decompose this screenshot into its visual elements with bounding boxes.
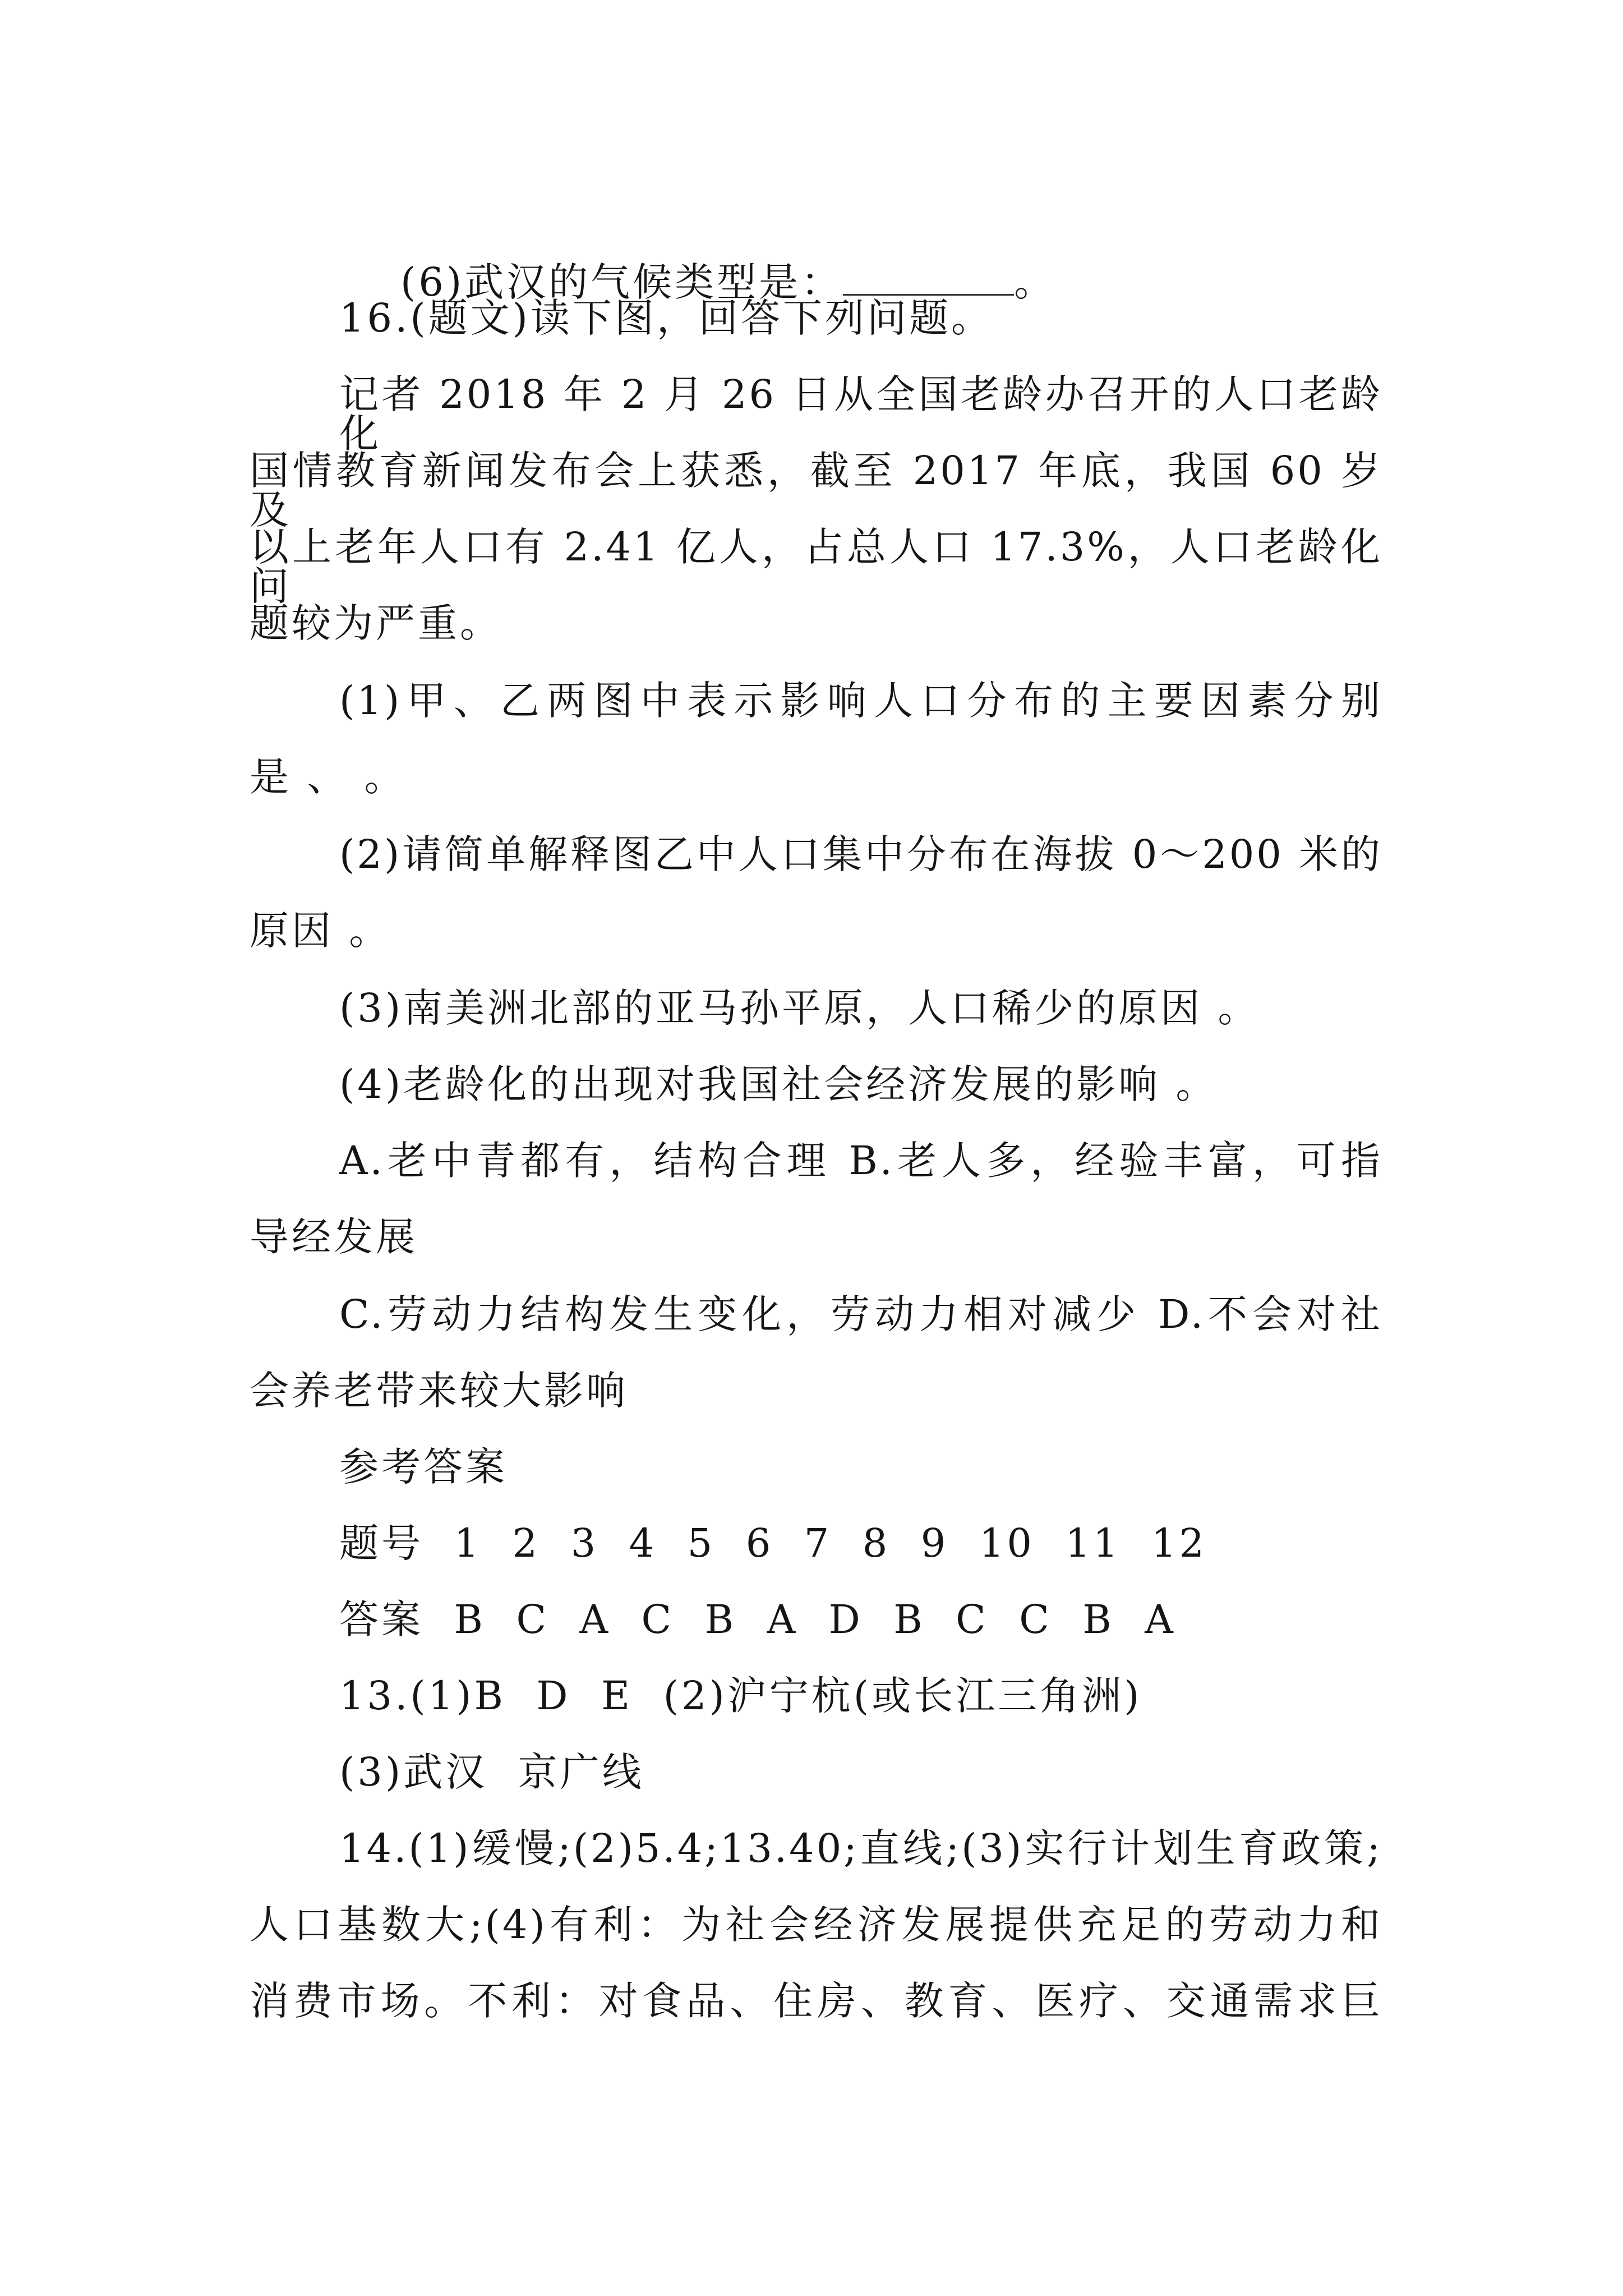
- question-16-1-line-2: 是 、 。: [250, 754, 407, 800]
- question-16-2-line-1: (2)请简单解释图乙中人口集中分布在海拔 0～200 米的: [339, 831, 1382, 877]
- answer-table-numbers: 题号 1 2 3 4 5 6 7 8 9 10 11 12: [339, 1520, 1207, 1566]
- question-15-6-end: 。: [1014, 259, 1057, 305]
- answer-heading: 参考答案: [339, 1444, 508, 1490]
- question-15-6-text: (6)武汉的气候类型是：: [400, 259, 843, 305]
- question-16-3: (3)南美洲北部的亚马孙平原，人口稀少的原因 。: [339, 985, 1260, 1031]
- question-16-intro-line-2: 国情教育新闻发布会上获悉，截至 2017 年底，我国 60 岁及: [250, 448, 1382, 533]
- question-16-title: 16.(题文)读下图，回答下列问题。: [339, 295, 993, 341]
- question-16-intro-line-3: 以上老年人口有 2.41 亿人，占总人口 17.3%，人口老龄化问: [250, 524, 1382, 609]
- answer-13-line-2: (3)武汉 京广线: [339, 1749, 644, 1795]
- option-a-b-line-2: 导经发展: [250, 1214, 418, 1260]
- answer-table-letters: 答案 B C A C B A D B C C B A: [339, 1596, 1176, 1642]
- question-16-1-line-1: (1)甲、乙两图中表示影响人口分布的主要因素分别: [339, 678, 1382, 724]
- question-16-2-line-2: 原因 。: [250, 908, 391, 954]
- option-c-d-line-2: 会养老带来较大影响: [250, 1368, 628, 1414]
- answer-14-line-1: 14.(1)缓慢;(2)5.4;13.40;直线;(3)实行计划生育政策;: [339, 1825, 1382, 1871]
- option-c-d-line-1: C.劳动力结构发生变化，劳动力相对减少 D.不会对社: [339, 1291, 1382, 1337]
- question-16-intro-line-1: 记者 2018 年 2 月 26 日从全国老龄办召开的人口老龄化: [339, 371, 1382, 457]
- answer-14-line-3: 消费市场。不利：对食品、住房、教育、医疗、交通需求巨: [250, 1978, 1382, 2024]
- question-16-intro-line-4: 题较为严重。: [250, 600, 502, 646]
- answer-14-line-2: 人口基数大;(4)有利：为社会经济发展提供充足的劳动力和: [250, 1902, 1382, 1948]
- option-a-b-line-1: A.老中青都有，结构合理 B.老人多，经验丰富，可指: [339, 1138, 1382, 1184]
- answer-13-line-1: 13.(1)B D E (2)沪宁杭(或长江三角洲): [339, 1673, 1142, 1719]
- question-16-4: (4)老龄化的出现对我国社会经济发展的影响 。: [339, 1061, 1218, 1107]
